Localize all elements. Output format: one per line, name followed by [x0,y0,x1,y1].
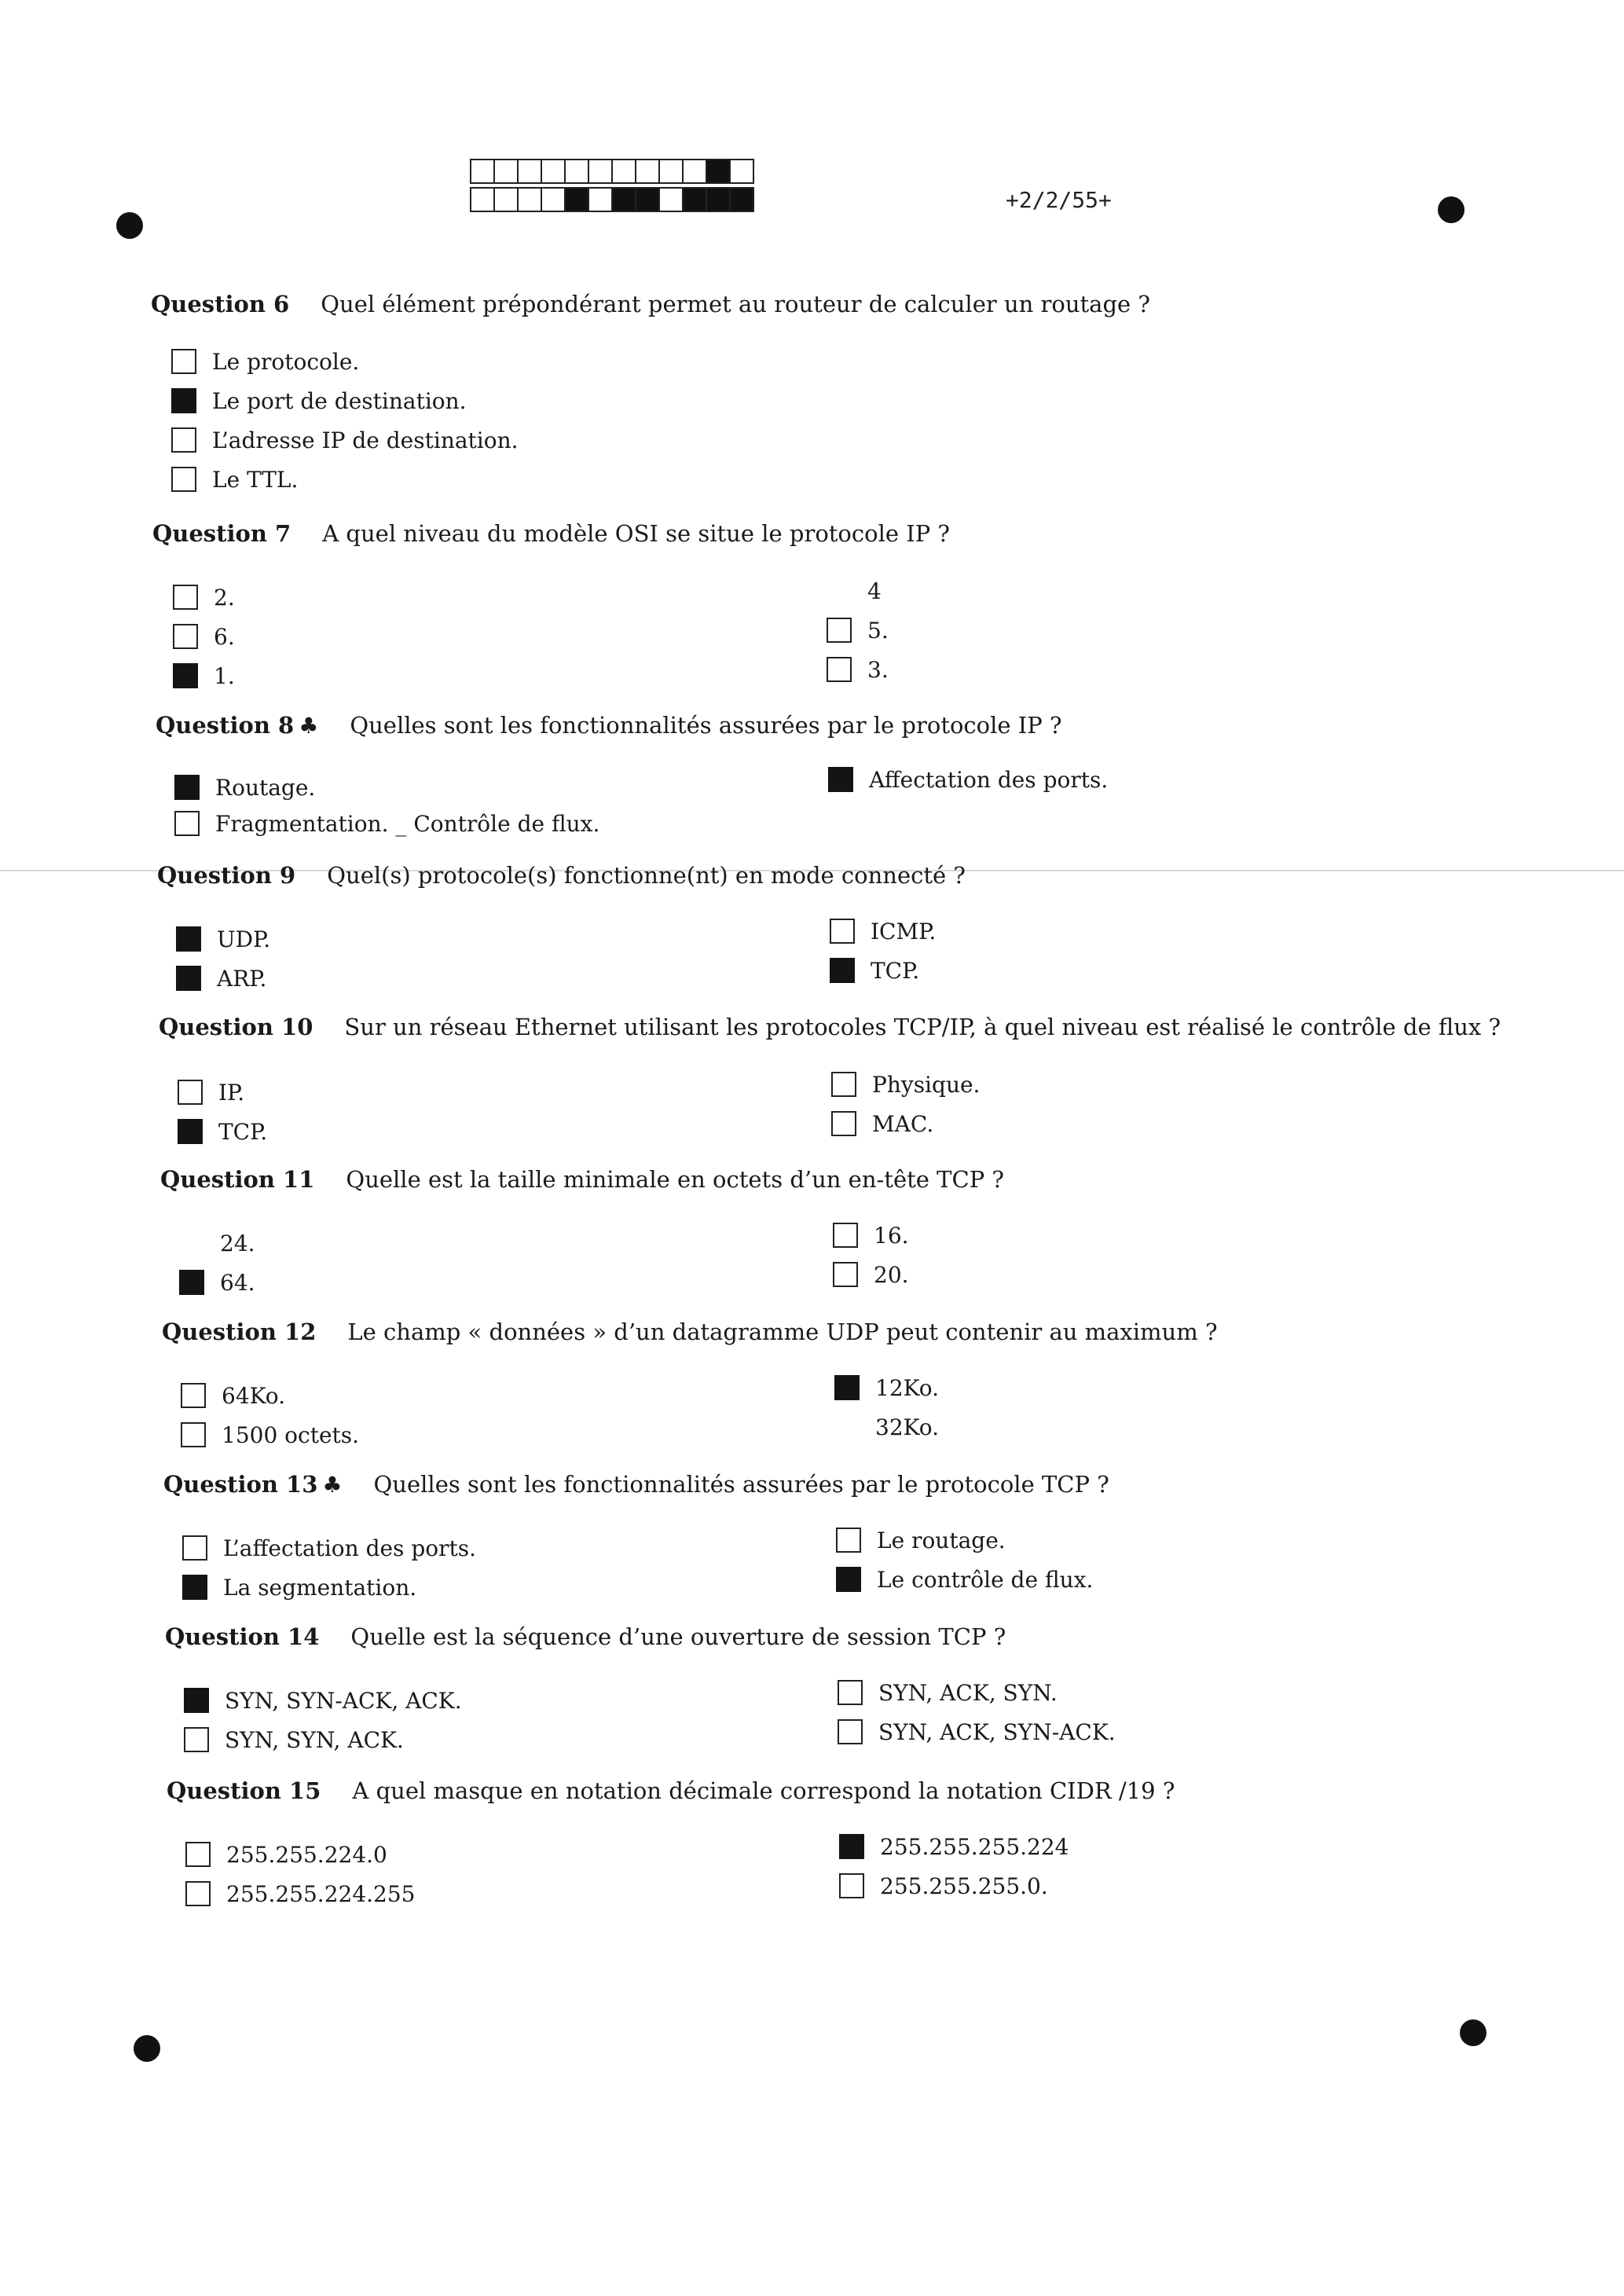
answer-option[interactable] [179,1267,255,1298]
checkbox-checked[interactable] [176,926,201,952]
answer-option[interactable] [836,1564,1093,1595]
id-cell-empty [541,159,564,184]
question-text: Quelle est la taille minimale en octets d’un en-tête TCP ? [346,1166,1004,1193]
answer-label: 255.255.224.255 [226,1880,416,1907]
id-cell-filled [564,187,588,212]
question-label: Question 13 ♣ [163,1471,343,1498]
answer-option[interactable] [171,346,359,377]
checkbox[interactable] [182,1535,207,1561]
question-label: Question 15 [167,1777,321,1804]
checkbox-checked[interactable] [179,1270,204,1295]
question-8-header [156,712,1062,739]
answer-label: Le TTL. [212,466,299,493]
checkbox-checked[interactable] [828,767,853,792]
answer-label: SYN, SYN-ACK, ACK. [225,1687,462,1714]
club-icon: ♣ [299,713,319,739]
id-cell-filled [706,159,729,184]
club-icon: ♣ [322,1472,343,1498]
id-grid-row [470,187,754,211]
question-text: Quelles sont les fonctionnalités assurées par le protocole TCP ? [373,1471,1109,1498]
checkbox-checked[interactable] [834,1375,860,1400]
answer-option[interactable] [184,1724,404,1755]
id-cell-empty [682,159,706,184]
id-cell-empty [493,187,517,212]
id-cell-filled [706,187,729,212]
id-cell-empty [517,159,541,184]
checkbox[interactable] [827,618,852,643]
checkbox[interactable] [184,1727,209,1752]
answer-label: 16. [874,1222,909,1249]
question-label: Question 10 [159,1014,313,1040]
answer-option[interactable] [185,1878,415,1909]
answer-label: Fragmentation. _ Contrôle de flux. [215,810,600,837]
id-cell-filled [635,187,658,212]
checkbox[interactable] [833,1223,858,1248]
checkbox[interactable] [833,1262,858,1287]
checkbox[interactable] [185,1842,211,1867]
question-label: Question 12 [162,1319,317,1345]
answer-option[interactable] [836,1524,1006,1556]
registration-mark-bottom-right [1460,2019,1487,2046]
id-cell-empty [588,159,611,184]
checkbox-checked[interactable] [178,1119,203,1144]
answer-label: MAC. [872,1110,934,1137]
answer-label: Le protocole. [212,348,360,375]
checkbox[interactable] [171,467,196,492]
answer-label: 64. [220,1269,255,1296]
id-cell-empty [658,159,682,184]
checkbox[interactable] [831,1072,856,1097]
checkbox-checked[interactable] [171,388,196,413]
checkbox-checked[interactable] [182,1575,207,1600]
id-cell-empty [658,187,682,212]
answer-option[interactable] [173,581,235,613]
checkbox[interactable] [838,1680,863,1705]
answer-option[interactable] [827,614,889,646]
checkbox-checked[interactable] [830,958,855,983]
id-cell-empty [517,187,541,212]
answer-label: ARP. [217,965,267,992]
checkbox[interactable] [831,1111,856,1136]
question-13-header [163,1471,1109,1498]
registration-mark-top-right [1438,196,1465,223]
question-14-header [165,1623,1006,1650]
checkbox[interactable] [174,811,200,836]
answer-option[interactable] [839,1831,1069,1862]
answer-label: TCP. [871,957,920,984]
id-cell-empty [493,159,517,184]
question-text: Le champ « données » d’un datagramme UDP peut contenir au maximum ? [347,1319,1218,1345]
question-11-header [160,1166,1004,1193]
answer-label: 1. [214,662,235,689]
checkbox[interactable] [830,919,855,944]
answer-option[interactable] [833,1259,909,1290]
question-label: Question 8 ♣ [156,712,319,739]
question-label: Question 6 [151,291,290,317]
id-cell-empty [729,159,754,184]
answer-label: 1500 octets. [222,1421,360,1448]
checkbox[interactable] [838,1719,863,1744]
answer-label: Le port de destination. [212,387,467,414]
answer-option[interactable] [834,1372,939,1403]
question-9-header [157,862,966,889]
answer-option[interactable] [827,575,882,607]
question-text: Quelle est la séquence d’une ouverture de session TCP ? [350,1623,1006,1650]
question-15-header [167,1777,1175,1804]
question-label: Question 14 [165,1623,320,1650]
checkbox[interactable] [179,1231,204,1256]
answer-label: 255.255.255.224 [880,1833,1069,1860]
answer-option[interactable] [828,764,1108,795]
student-id-grid [470,159,754,215]
checkbox[interactable] [171,349,196,374]
answer-label: Physique. [872,1071,981,1098]
answer-label: SYN, SYN, ACK. [225,1726,404,1753]
id-cell-empty [635,159,658,184]
answer-label: UDP. [217,926,271,952]
answer-label: Routage. [215,774,316,801]
answer-option[interactable] [182,1572,416,1603]
checkbox[interactable] [171,427,196,453]
answer-label: Le routage. [877,1527,1006,1553]
answer-option[interactable] [838,1677,1058,1708]
answer-option[interactable] [827,654,889,685]
question-10-header [159,1014,1501,1040]
answer-label: La segmentation. [223,1574,417,1601]
answer-option[interactable] [839,1870,1048,1902]
answer-option[interactable] [171,424,519,456]
answer-option[interactable] [184,1685,462,1716]
checkbox[interactable] [836,1528,861,1553]
answer-label: 255.255.255.0. [880,1872,1048,1899]
question-text: Sur un réseau Ethernet utilisant les protocoles TCP/IP, à quel niveau est réalisé le contrôle de flux ? [344,1014,1501,1040]
checkbox[interactable] [181,1383,206,1408]
answer-option[interactable] [173,660,235,691]
answer-label: IP. [218,1079,245,1106]
question-text: Quel(s) protocole(s) fonctionne(nt) en mode connecté ? [327,862,966,889]
answer-option[interactable] [174,808,599,839]
id-cell-filled [682,187,706,212]
checkbox-checked[interactable] [173,663,198,688]
answer-label: 2. [214,584,235,611]
answer-option[interactable] [171,385,467,416]
checkbox[interactable] [181,1422,206,1447]
answer-option[interactable] [834,1411,939,1443]
checkbox[interactable] [827,578,852,603]
answer-option[interactable] [830,915,936,947]
id-cell-empty [611,159,635,184]
answer-option[interactable] [182,1532,476,1564]
answer-label: ICMP. [871,918,937,944]
registration-mark-top-left [116,212,143,239]
answer-label: 64Ko. [222,1382,286,1409]
question-text: Quel élément prépondérant permet au routeur de calculer un routage ? [321,291,1150,317]
answer-label: TCP. [218,1118,268,1145]
checkbox[interactable] [185,1881,211,1906]
answer-label: SYN, ACK, SYN. [878,1679,1058,1706]
id-cell-empty [588,187,611,212]
registration-mark-bottom-left [134,2035,160,2062]
question-12-header [162,1319,1218,1345]
id-cell-empty [470,187,493,212]
answer-label: 32Ko. [875,1414,940,1440]
answer-label: 255.255.224.0 [226,1841,387,1868]
checkbox-checked[interactable] [836,1567,861,1592]
answer-label: 5. [867,617,889,644]
answer-option[interactable] [181,1419,359,1451]
question-text: A quel niveau du modèle OSI se situe le protocole IP ? [322,520,950,547]
answer-label: 3. [867,656,889,683]
id-cell-filled [729,187,754,212]
checkbox-checked[interactable] [839,1834,864,1859]
question-text: Quelles sont les fonctionnalités assurées par le protocole IP ? [350,712,1062,739]
checkbox[interactable] [834,1414,860,1440]
answer-option[interactable] [173,621,235,652]
id-cell-empty [470,159,493,184]
answer-option[interactable] [833,1220,909,1251]
checkbox[interactable] [839,1873,864,1898]
id-cell-empty [564,159,588,184]
question-label: Question 9 [157,862,296,889]
id-grid-row [470,159,754,182]
answer-option[interactable] [830,955,919,986]
answer-label: 6. [214,623,235,650]
checkbox[interactable] [827,657,852,682]
answer-option[interactable] [179,1227,255,1259]
checkbox[interactable] [173,624,198,649]
id-cell-empty [541,187,564,212]
answer-label: 24. [220,1230,255,1256]
answer-label: SYN, ACK, SYN-ACK. [878,1718,1116,1745]
checkbox-checked[interactable] [176,966,201,991]
answer-option[interactable] [171,464,298,495]
checkbox[interactable] [178,1080,203,1105]
question-7-header [152,520,950,547]
question-text: A quel masque en notation décimale correspond la notation CIDR /19 ? [352,1777,1175,1804]
answer-label: 12Ko. [875,1374,940,1401]
answer-label: 20. [874,1261,909,1288]
id-cell-filled [611,187,635,212]
question-6-header [151,291,1150,317]
answer-option[interactable] [831,1108,933,1139]
answer-label: Affectation des ports. [869,766,1109,793]
page-identifier: +2/2/55+ [1006,187,1112,213]
answer-option[interactable] [178,1076,244,1108]
checkbox[interactable] [173,585,198,610]
answer-option[interactable] [838,1716,1116,1748]
answer-label: L’adresse IP de destination. [212,427,519,453]
answer-option[interactable] [831,1069,980,1100]
answer-option[interactable] [176,963,266,994]
answer-option[interactable] [185,1839,387,1870]
answer-option[interactable] [176,923,270,955]
answer-option[interactable] [181,1380,285,1411]
answer-label: 4 [867,578,882,604]
answer-label: Le contrôle de flux. [877,1566,1094,1593]
answer-label: L’affectation des ports. [223,1535,477,1561]
checkbox-checked[interactable] [184,1688,209,1713]
question-label: Question 7 [152,520,291,547]
answer-option[interactable] [174,772,315,803]
checkbox-checked[interactable] [174,775,200,800]
answer-option[interactable] [178,1116,267,1147]
question-label: Question 11 [160,1166,315,1193]
